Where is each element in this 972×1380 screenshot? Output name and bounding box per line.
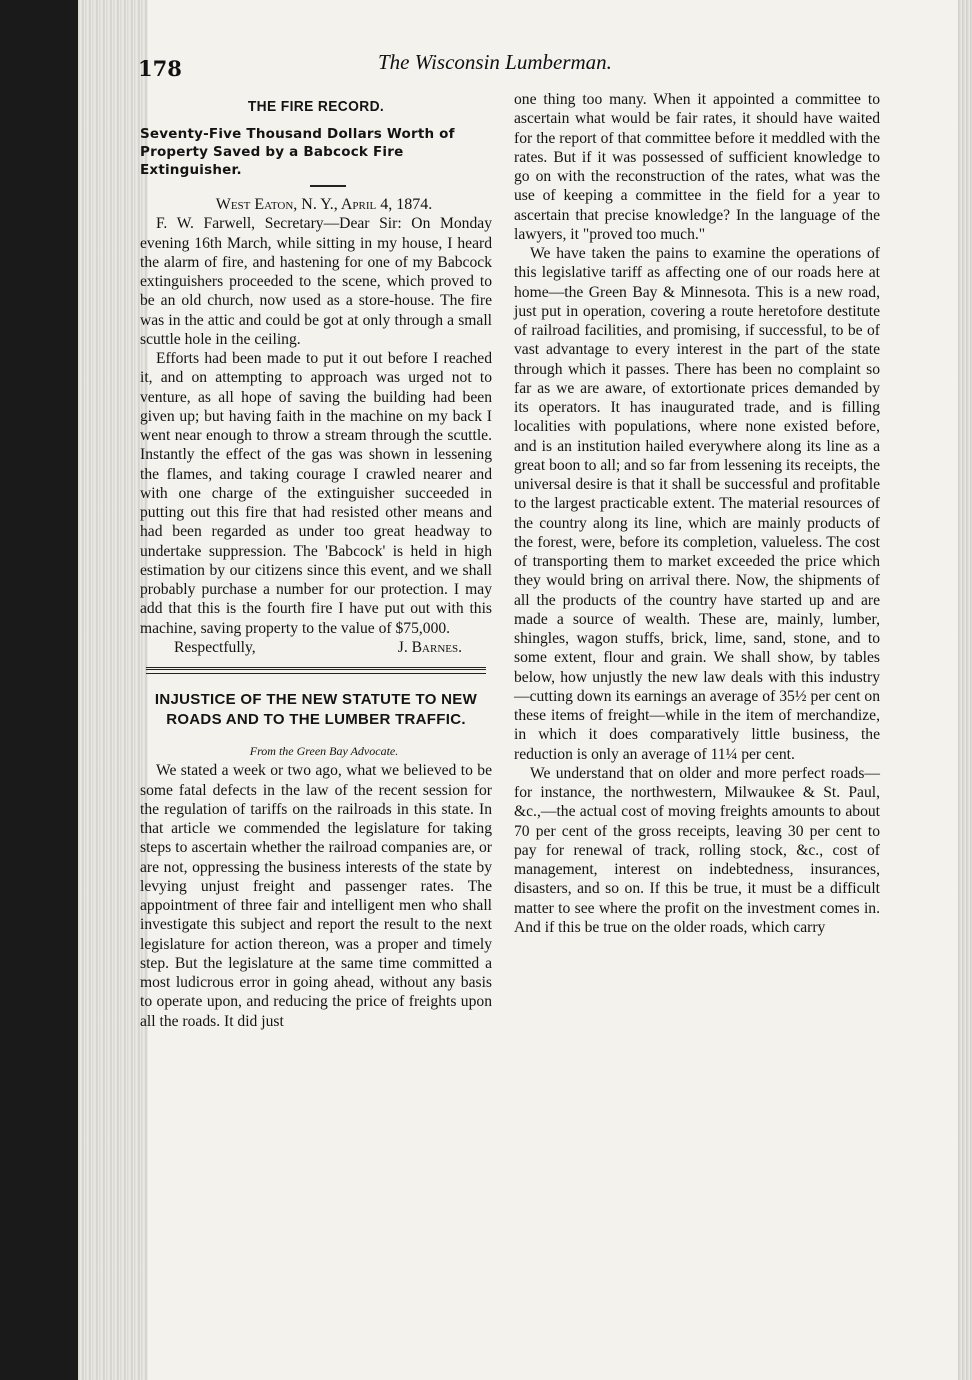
article-divider bbox=[146, 667, 486, 674]
page bbox=[78, 0, 972, 1380]
fire-record-subheading: Seventy-Five Thousand Dollars Worth of Property Saved by a Babcock Fire Extinguisher. bbox=[140, 126, 455, 178]
injustice-paragraph-2: We have taken the pains to examine the operations of this legislative tariff as affecting one of our roads here at home—the Green Bay & Minnesota. This is a new road, just put in operation, covering a route heretofore destitute of railroad facilities, and promising, if successful, to be of vast advantage to every interest in the part of the state through which it passes. There has been no complaint so far as we are aware, of extortionate prices demanded by its operators. It has inaugurated trade, and is filling localities with populations, where none existed before, and is an institution hailed everywhere along its line as a great boon to all; and so far from lessening its receipts, the universal desire is that it shall be successful and profitable to the largest practicable extent. The material resources of the country along its line, which are mainly products of the forest, were, before its completion, valueless. The cost of transporting them to market exceeded the price which they would bring on arrival there. Now, the shipments of all the products of the country have started up and are made a source of wealth. These are, mainly, lumber, shingles, wagon stuffs, brick, lime, sand, stone, and to some extent, flour and grain. We shall show, by tables below, how unjustly the new law deals with this industry—cutting down its earnings an average of 35½ per cent on these items of freight—while in the item of merchandize, in which it does comparatively little business, the reduction is only an average of 11¼ per cent. bbox=[514, 245, 880, 763]
short-rule bbox=[310, 185, 346, 187]
page-edges bbox=[78, 0, 148, 1380]
page-right-edge bbox=[958, 0, 972, 1380]
closing: Respectfully, bbox=[174, 638, 256, 656]
letter-opening: F. W. Farwell, Secretary—Dear Sir: On Monday evening 16th March, while sitting in my house, I heard the alarm of fire, and hastening for one of my Babcock extinguishers proceeded to the scene, which proved to be an old church, now used as a store-house. The fire was in the attic and could be got at only through a small scuttle hole in the ceiling. bbox=[140, 215, 492, 348]
letter-signoff bbox=[140, 638, 492, 657]
right-column bbox=[514, 90, 880, 937]
dateline: West Eaton, N. Y., April 4, 1874. bbox=[215, 196, 433, 213]
injustice-paragraph-3: We understand that on older and more perfect roads—for instance, the northwestern, Milwaukee & St. Paul, &c.,—the actual cost of moving freights amounts to about 70 per cent of the gross receipts, leaving 30 per cent to pay for renewal of track, rolling stock, &c., cost of management, interest on indebtedness, insurances, disasters, and so on. If this be true, it must be a difficult matter to see where the profit on the investment comes in. And if this be true on the older roads, which carry bbox=[514, 764, 880, 936]
injustice-paragraph-1-continued: one thing too many. When it appointed a committee to ascertain what would be fair rates, it should have waited for the report of that committee before it meddled with the rates. But if it was possessed of sufficient knowledge to go on with the reconstruction of the rates, what was the use of keeping a committee in the field for a year to ascertain that precise knowledge? In the language of the lawyers, it "proved too much." bbox=[514, 91, 880, 243]
letter-body: Efforts had been made to put it out before I reached it, and on attempting to approach was urged not to venture, as all hope of saving the building had been given up; but having faith in the machine on my back I went near enough to throw a stream through the scuttle. Instantly the effect of the gas was shown in lessening the flames, and taking courage I crawled nearer and with one charge of the extinguisher succeeded in putting out this fire that had resisted other means and had been regarded as under too great headway to undertake suppression. The 'Babcock' is held in high estimation by our citizens since this event, and we shall probably purchase a number for our protection. I may add that this is the fourth fire I have put out with this machine, saving property to the value of $75,000. bbox=[140, 350, 492, 637]
article-source: From the Green Bay Advocate. bbox=[249, 744, 399, 758]
page-number: 178 bbox=[138, 56, 182, 81]
injustice-paragraph-1: We stated a week or two ago, what we believed to be some fatal defects in the law of the recent session for the regulation of tariffs on the railroads in this state. In that article we commended the legislature for taking steps to ascertain whether the railroad companies are, or are not, oppressing the business interests of the state by levying unjust freight and passenger rates. The appointment of three fair and intelligent men who shall investigate this subject and report the result to the next legislature for action thereon, was a proper and timely step. But the legislature at the same time committed a most ludicrous error in going ahead, without any basis to operate upon, and reducing the price of freights upon all the roads. It did just bbox=[140, 762, 492, 1030]
running-title: The Wisconsin Lumberman. bbox=[378, 50, 612, 74]
fire-record-heading: THE FIRE RECORD. bbox=[247, 98, 385, 115]
injustice-heading: INJUSTICE OF THE NEW STATUTE TO NEW ROADS AND TO THE LUMBER TRAFFIC. bbox=[154, 691, 478, 728]
signature: J. Barnes. bbox=[397, 638, 462, 656]
left-column bbox=[140, 92, 492, 1031]
